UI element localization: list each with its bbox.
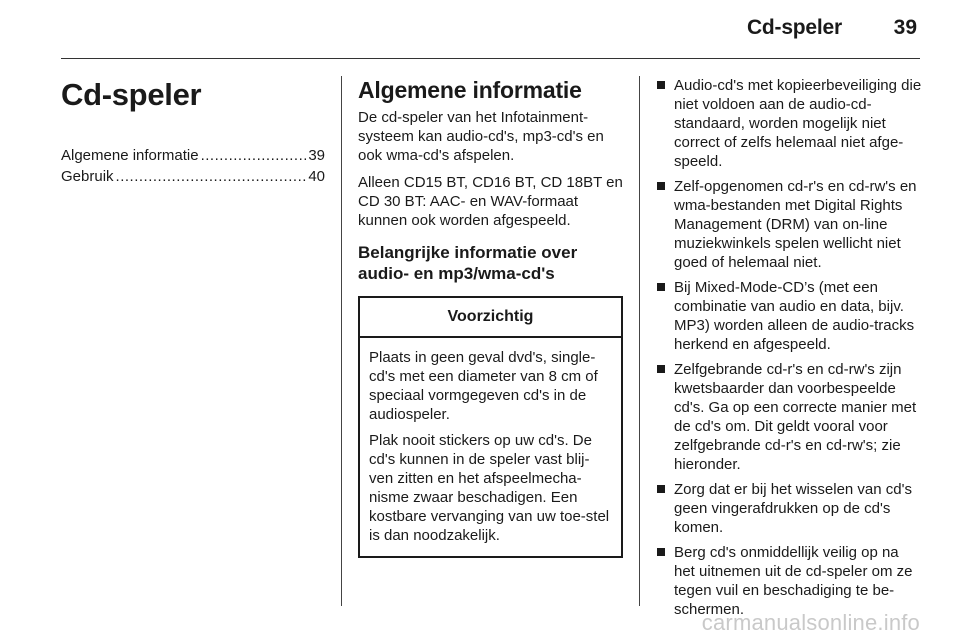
list-item xyxy=(656,480,922,537)
square-bullet-icon xyxy=(657,81,665,89)
column-divider-left xyxy=(341,76,342,606)
running-header-title: Cd-speler xyxy=(746,16,842,39)
square-bullet-icon xyxy=(657,365,665,373)
toc-leader-dots xyxy=(116,167,307,186)
caution-body xyxy=(360,338,621,556)
list-item-text: Zelf-opgenomen cd-r's en cd-rw's en wma-bestanden met Digital Rights Management (DRM) van on-line muziekwinkels spelen wellicht niet goed of helemaal niet. xyxy=(674,178,917,271)
list-item xyxy=(656,177,922,272)
list-item-text: Bij Mixed-Mode-CD’s (met een combinatie van audio en data, bijv. MP3) worden alleen de audio-tracks herkend en afgespeeld. xyxy=(674,279,915,353)
subsection-title: Belangrijke informatie over audio- en mp3/wma-cd's xyxy=(358,243,578,283)
column-bullets xyxy=(656,72,922,625)
header-divider xyxy=(61,58,920,59)
toc-entry[interactable] xyxy=(61,146,325,165)
list-item-text: Berg cd's onmiddellijk veilig op na het uitnemen uit de cd-speler om ze tegen vuil en beschadiging te be-schermen. xyxy=(674,544,913,618)
column-general-info xyxy=(358,72,623,558)
toc-entry-label: Gebruik xyxy=(61,168,114,185)
chapter-title: Cd-speler xyxy=(61,77,202,112)
square-bullet-icon xyxy=(657,485,665,493)
list-item-text: Audio-cd's met kopieerbeveiliging die niet voldoen aan de audio-cd-standaard, worden mogelijk niet correct of zelfs helemaal niet afge-speeld. xyxy=(674,77,922,170)
list-item xyxy=(656,360,922,474)
column-divider-right xyxy=(639,76,640,606)
body-paragraph: Alleen CD15 BT, CD16 BT, CD 18BT en CD 30 BT: AAC- en WAV-formaat kunnen ook worden afgespeeld. xyxy=(358,174,623,229)
toc-entry-page: 40 xyxy=(308,168,325,185)
caution-heading: Voorzichtig xyxy=(360,298,621,338)
square-bullet-icon xyxy=(657,182,665,190)
column-toc xyxy=(61,72,325,188)
page-number: 39 xyxy=(893,16,917,39)
list-item xyxy=(656,543,922,619)
square-bullet-icon xyxy=(657,548,665,556)
toc-entry[interactable] xyxy=(61,167,325,186)
toc-leader-dots xyxy=(201,146,307,165)
toc-entry-page: 39 xyxy=(308,147,325,164)
list-item xyxy=(656,278,922,354)
body-paragraph: De cd-speler van het Infotainment-systeem kan audio-cd's, mp3-cd's en ook wma-cd's afspelen. xyxy=(358,109,604,164)
watermark: carmanualsonline.info xyxy=(701,610,920,635)
list-item-text: Zelfgebrande cd-r's en cd-rw's zijn kwetsbaarder dan voorbespeelde cd's. Ga op een correcte manier met de cd's om. Dit geldt vooral voor zelfgebrande cd-r's en cd-rw's; zie hieronder. xyxy=(674,361,917,473)
list-item xyxy=(656,76,922,171)
square-bullet-icon xyxy=(657,283,665,291)
toc-entry-label: Algemene informatie xyxy=(61,147,199,164)
section-title: Algemene informatie xyxy=(358,77,582,103)
caution-paragraph: Plak nooit stickers op uw cd's. De cd's kunnen in de speler vast blij-ven zitten en het afspeelmecha-nisme zwaar beschadigen. Een kostbare vervanging van uw toe-stel is dan noodzakelijk. xyxy=(369,432,610,544)
list-item-text: Zorg dat er bij het wisselen van cd's geen vingerafdrukken op de cd's komen. xyxy=(674,481,912,536)
bullet-list xyxy=(656,76,922,619)
caution-box xyxy=(358,296,623,558)
caution-paragraph: Plaats in geen geval dvd's, single-cd's met een diameter van 8 cm of speciaal vormgegeven cd's in de audiospeler. xyxy=(369,349,598,423)
